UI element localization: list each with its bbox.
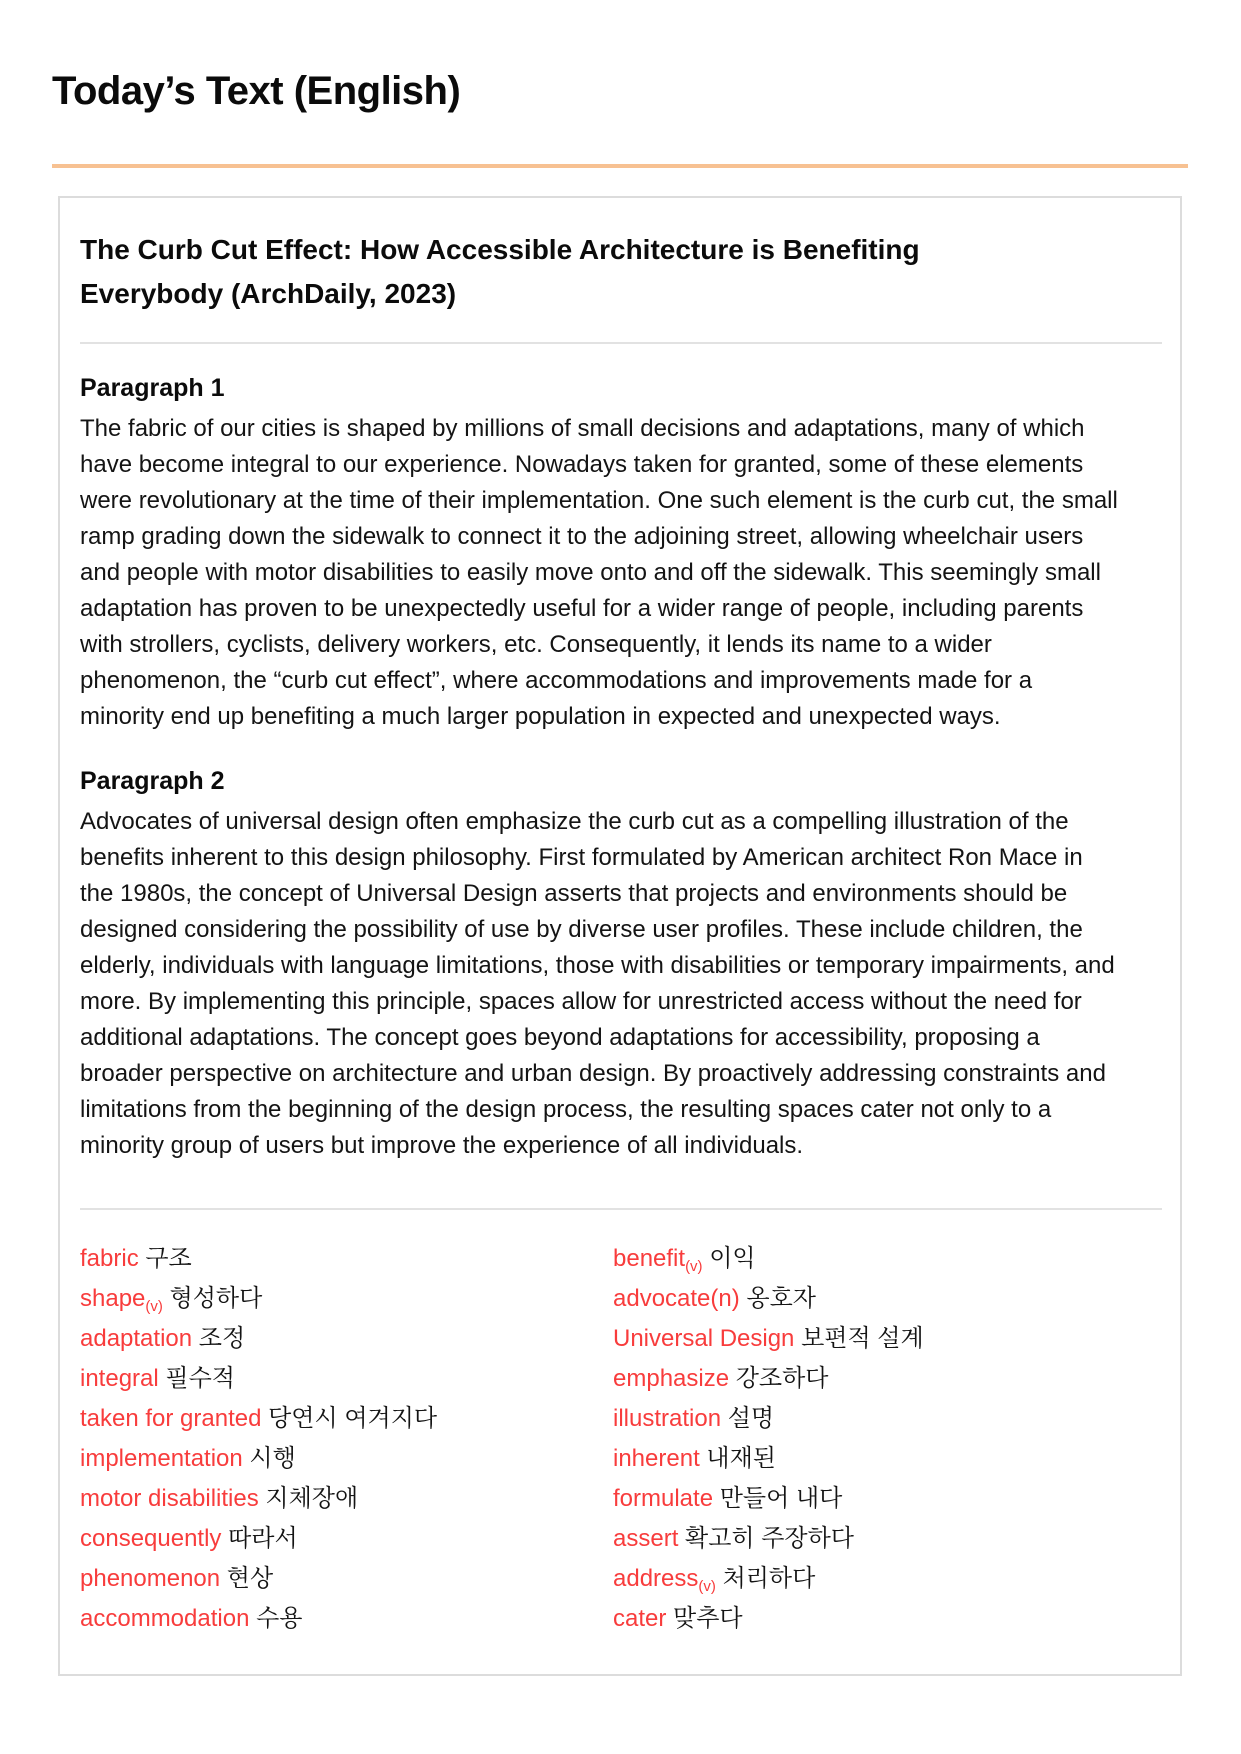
vocab-entry bbox=[80, 1600, 613, 1640]
vocab-meaning: 맞추다 bbox=[673, 1605, 743, 1633]
vocab-term: implementation bbox=[80, 1445, 243, 1473]
vocab-entry bbox=[80, 1440, 613, 1480]
vocab-term-subscript: (v) bbox=[145, 1298, 163, 1316]
vocab-entry bbox=[80, 1240, 613, 1280]
vocab-term: benefit bbox=[613, 1245, 686, 1273]
vocab-entry bbox=[80, 1280, 613, 1320]
vocab-meaning: 지체장애 bbox=[265, 1485, 359, 1513]
section-divider bbox=[80, 342, 1162, 344]
paragraph-2-heading: Paragraph 2 bbox=[80, 767, 225, 796]
vocab-term-subscript: (v) bbox=[685, 1258, 703, 1276]
vocab-term: inherent bbox=[613, 1445, 700, 1473]
vocab-meaning: 만들어 내다 bbox=[719, 1485, 843, 1513]
paragraph-1-heading: Paragraph 1 bbox=[80, 374, 225, 403]
vocab-meaning: 따라서 bbox=[228, 1525, 298, 1553]
vocab-term: formulate bbox=[613, 1485, 714, 1513]
vocab-entry bbox=[613, 1440, 1162, 1480]
vocab-meaning: 조정 bbox=[198, 1325, 246, 1353]
article-title: The Curb Cut Effect: How Accessible Architecture is Benefiting Everybody (ArchDaily, 2023) bbox=[80, 234, 920, 310]
vocab-entry bbox=[80, 1360, 613, 1400]
vocab-meaning: 강조하다 bbox=[735, 1365, 829, 1393]
vocab-entry bbox=[613, 1400, 1162, 1440]
vocab-term: cater bbox=[613, 1605, 667, 1633]
vocab-meaning: 확고히 주장하다 bbox=[685, 1525, 854, 1553]
vocab-term: integral bbox=[80, 1365, 159, 1393]
vocab-term: accommodation bbox=[80, 1605, 250, 1633]
paragraph-2-text: Advocates of universal design often emphasize the curb cut as a compelling illustration of the benefits inherent to this design philosophy. First formulated by American architect Ron Mace in the 1980s, the concept of Universal Design asserts that projects and environments should be designed considering the possibility of use by diverse user profiles. These include children, the elderly, individuals with language limitations, those with disabilities or temporary impairments, and more. By implementing this principle, spaces allow for unrestricted access without the need for additional adaptations. The concept goes beyond adaptations for accessibility, proposing a broader perspective on architecture and urban design. By proactively addressing constraints and limitations from the beginning of the design process, the resulting spaces cater not only to a minority group of users but improve the experience of all individuals. bbox=[80, 808, 1115, 1160]
vocab-meaning: 처리하다 bbox=[722, 1565, 816, 1593]
vocab-entry bbox=[613, 1320, 1162, 1360]
vocab-term: phenomenon bbox=[80, 1565, 221, 1593]
vocab-meaning: 구조 bbox=[145, 1245, 192, 1273]
vocab-meaning: 설명 bbox=[727, 1405, 775, 1433]
vocab-entry bbox=[613, 1280, 1162, 1320]
vocab-term: assert bbox=[613, 1525, 679, 1553]
vocab-meaning: 시행 bbox=[249, 1445, 296, 1473]
vocab-meaning: 당연시 여겨지다 bbox=[268, 1405, 438, 1433]
vocab-term: address bbox=[613, 1565, 699, 1593]
vocab-entry bbox=[80, 1480, 613, 1520]
vocab-entry bbox=[613, 1480, 1162, 1520]
vocab-column-right bbox=[613, 1240, 1162, 1640]
paragraph-1-block bbox=[80, 374, 1162, 735]
vocab-meaning: 보편적 설계 bbox=[801, 1325, 924, 1353]
vocab-meaning: 필수적 bbox=[165, 1365, 235, 1393]
content-card bbox=[58, 196, 1182, 1676]
page-title: Today’s Text (English) bbox=[52, 69, 461, 113]
vocab-term: taken for granted bbox=[80, 1405, 262, 1433]
vocab-term: fabric bbox=[80, 1245, 139, 1273]
vocab-entry bbox=[80, 1520, 613, 1560]
vocab-meaning: 내재된 bbox=[706, 1445, 776, 1473]
vocab-term: advocate(n) bbox=[613, 1285, 740, 1313]
vocab-entry bbox=[613, 1240, 1162, 1280]
vocab-entry bbox=[613, 1600, 1162, 1640]
vocab-meaning: 이익 bbox=[709, 1245, 756, 1273]
vocab-entry bbox=[613, 1560, 1162, 1600]
vocab-term: consequently bbox=[80, 1525, 222, 1553]
vocab-entry bbox=[80, 1560, 613, 1600]
vocab-entry bbox=[80, 1320, 613, 1360]
vocab-column-left bbox=[80, 1240, 613, 1640]
accent-divider bbox=[52, 164, 1188, 168]
vocab-meaning: 현상 bbox=[226, 1565, 274, 1593]
vocab-term: emphasize bbox=[613, 1365, 730, 1393]
vocab-entry bbox=[80, 1400, 613, 1440]
vocab-meaning: 형성하다 bbox=[169, 1285, 263, 1313]
vocab-meaning: 옹호자 bbox=[746, 1285, 816, 1313]
vocab-meaning: 수용 bbox=[256, 1605, 303, 1633]
vocab-term: Universal Design bbox=[613, 1325, 795, 1353]
vocab-term: motor disabilities bbox=[80, 1485, 259, 1513]
vocab-term: adaptation bbox=[80, 1325, 193, 1353]
paragraph-2-block bbox=[80, 767, 1162, 1164]
vocab-term: illustration bbox=[613, 1405, 722, 1433]
paragraph-1-text: The fabric of our cities is shaped by millions of small decisions and adaptations, many of which have become integral to our experience. Nowadays taken for granted, some of these elements were revolutionary at the time of their implementation. One such element is the curb cut, the small ramp grading down the sidewalk to connect it to the adjoining street, allowing wheelchair users and people with motor disabilities to easily move onto and off the sidewalk. This seemingly small adaptation has proven to be unexpectedly useful for a wider range of people, including parents with strollers, cyclists, delivery workers, etc. Consequently, it lends its name to a wider phenomenon, the “curb cut effect”, where accommodations and improvements made for a minority end up benefiting a much larger population in expected and unexpected ways. bbox=[80, 415, 1118, 731]
vocab-entry bbox=[613, 1520, 1162, 1560]
vocab-list bbox=[80, 1240, 1162, 1646]
vocab-term-subscript: (v) bbox=[698, 1578, 716, 1596]
section-divider bbox=[80, 1208, 1162, 1210]
vocab-term: shape bbox=[80, 1285, 146, 1313]
vocab-entry bbox=[613, 1360, 1162, 1400]
